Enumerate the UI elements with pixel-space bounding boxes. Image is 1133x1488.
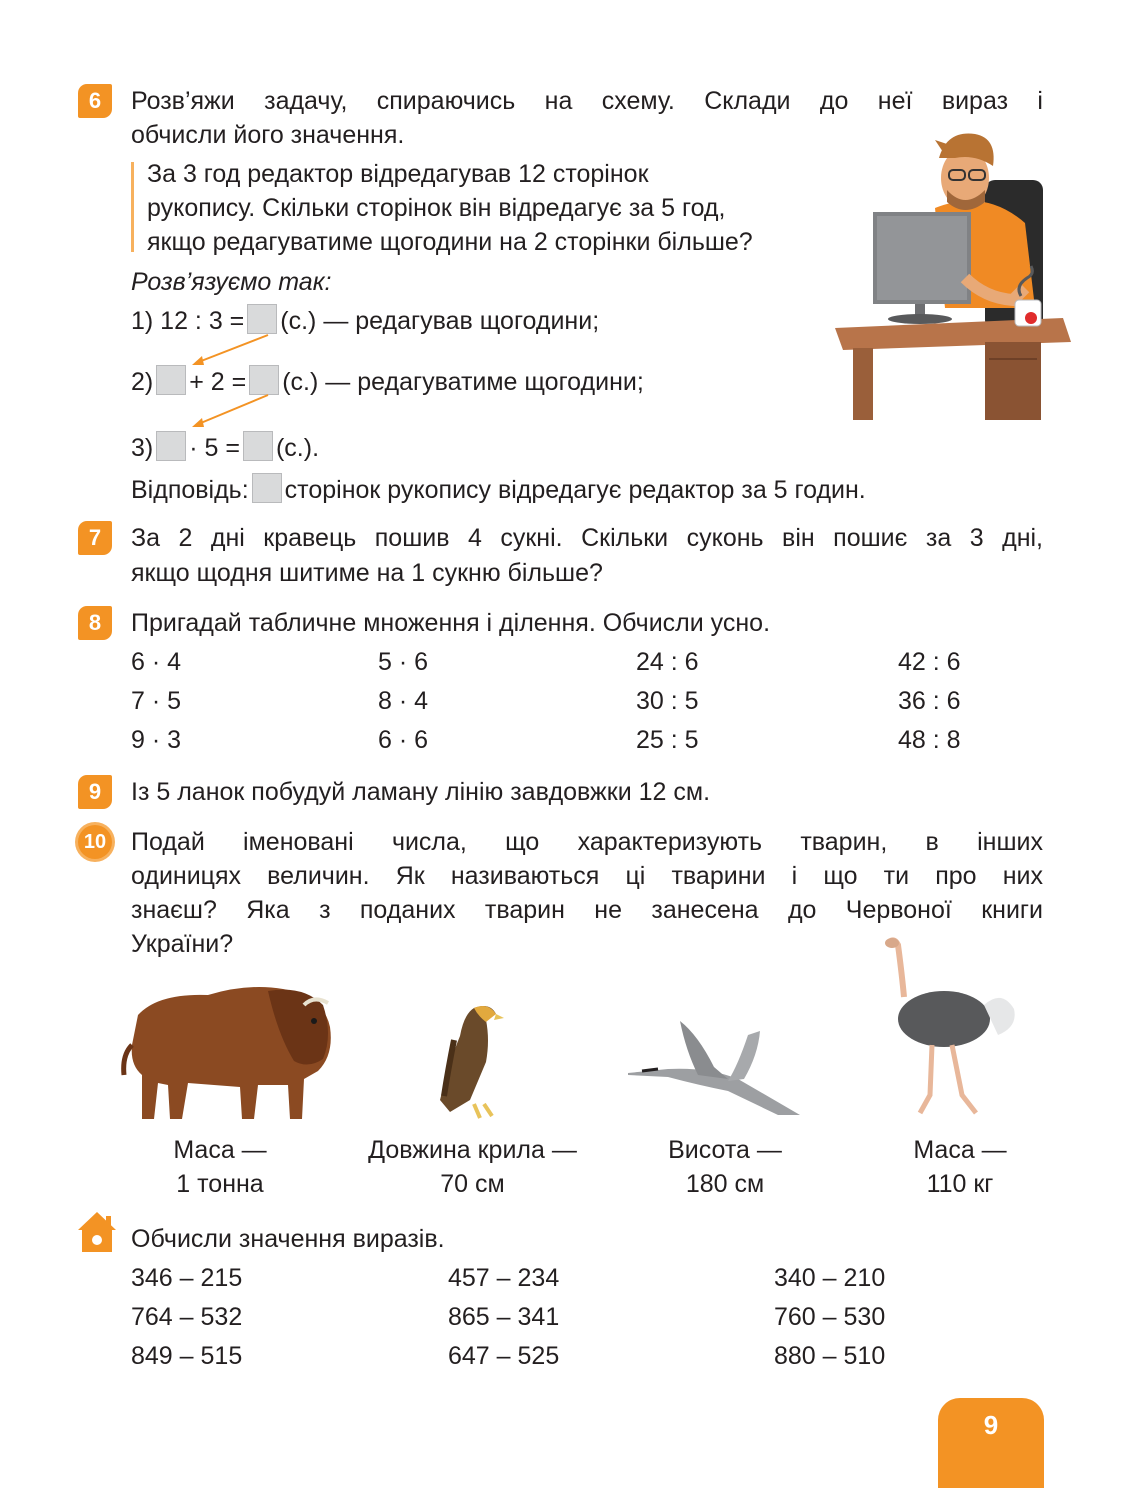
caption-value: 180 см [685,1170,765,1198]
answer-box[interactable] [156,431,186,461]
expression-column [448,1261,559,1378]
answer-box[interactable] [252,473,282,503]
answer-label: Відповідь: [131,476,249,504]
task-number-badge: 7 [78,521,112,555]
expression: 880 – 510 [774,1342,886,1370]
problem-text: якщо редагуватиме щогодини на 2 сторінки більше? [147,228,753,256]
expression: 30 : 5 [636,687,699,715]
bison-image [118,975,343,1125]
step-text: · 5 = [189,434,240,462]
caption-value: 70 см [440,1170,505,1198]
eagle-image [430,1000,510,1122]
task-text: Розв’яжи задачу, спираючись на схему. Склади до неї вираз і [131,87,1043,115]
solution-step-3 [131,431,319,465]
expression: 5 · 6 [378,648,429,676]
task-text: якщо щодня шитиме на 1 сукню більше? [131,559,603,587]
crane-image [628,1015,808,1121]
step-text: 1) 12 : 3 = [131,307,245,335]
caption-value: 110 кг [926,1170,994,1198]
expression: 764 – 532 [131,1303,243,1331]
expression-column [131,1261,242,1378]
task-text: Пригадай табличне множення і ділення. Обчисли усно. [131,609,771,637]
task-text: За 2 дні кравець пошив 4 сукні. Скільки суконь він пошиє за 3 дні, [131,524,1043,552]
task-text: Подай іменовані числа, що характеризують тварин, в інших [131,828,1043,856]
expression: 457 – 234 [448,1264,560,1292]
expression: 25 : 5 [636,726,699,754]
task-text: Обчисли значення виразів. [131,1225,445,1253]
caption-label: Маса — [173,1136,267,1164]
caption-label: Висота — [668,1136,782,1164]
step-text: + 2 = [189,368,247,396]
task-number-badge-star: 10 [78,825,112,859]
step-text: 3) [131,434,154,462]
expression: 849 – 515 [131,1342,243,1370]
expression: 346 – 215 [131,1264,243,1292]
caption-value: 1 тонна [176,1170,264,1198]
task-text: одиницях величин. Як називаються ці тварини і що ти про них [131,862,1043,890]
expression-column [636,645,699,762]
animal-caption [630,1133,820,1201]
step-text: (с.). [275,434,320,462]
task-number-badge: 8 [78,606,112,640]
answer-box[interactable] [243,431,273,461]
scheme-arrows [150,325,290,435]
task-text: знаєш? Яка з поданих тварин не занесена до Червоної книги [131,896,1043,924]
expression-column [131,645,181,762]
expression: 6 · 6 [378,726,429,754]
expression: 7 · 5 [131,687,182,715]
expression-column [774,1261,885,1378]
animal-caption [120,1133,320,1201]
caption-label: Маса — [913,1136,1007,1164]
expression: 865 – 341 [448,1303,560,1331]
expression: 48 : 8 [898,726,961,754]
expression: 340 – 210 [774,1264,886,1292]
step-text: 2) [131,368,154,396]
task-number-badge: 9 [78,775,112,809]
quote-bar [131,162,134,252]
editor-illustration [835,128,1075,420]
ostrich-image [880,935,1030,1123]
task-text: Із 5 ланок побудуй ламану лінію завдовжки 12 см. [131,778,711,806]
task-text: обчисли його значення. [131,121,405,149]
expression: 760 – 530 [774,1303,886,1331]
problem-text: За 3 год редактор відредагував 12 сторінок [147,160,649,188]
problem-text: рукопису. Скільки сторінок він відредагує за 5 год, [147,194,726,222]
animal-caption [870,1133,1050,1201]
page-number: 9 [938,1398,1044,1488]
answer-text: сторінок рукопису відредагує редактор за 5 годин. [284,476,866,504]
expression: 8 · 4 [378,687,429,715]
expression-column [898,645,961,762]
expression: 6 · 4 [131,648,182,676]
answer-line [131,473,866,507]
expression: 9 · 3 [131,726,182,754]
solve-label: Розв’язуємо так: [131,268,332,296]
expression: 647 – 525 [448,1342,560,1370]
task-number-badge: 6 [78,84,112,118]
expression: 24 : 6 [636,648,699,676]
step-text: (с.) — редагував щогодини; [280,307,600,335]
home-icon [76,1210,118,1254]
expression: 42 : 6 [898,648,961,676]
caption-label: Довжина крила — [368,1136,577,1164]
step-text: (с.) — редагуватиме щогодини; [282,368,644,396]
expression: 36 : 6 [898,687,961,715]
expression-column [378,645,428,762]
animal-caption [345,1133,600,1201]
task-text: України? [131,930,234,958]
